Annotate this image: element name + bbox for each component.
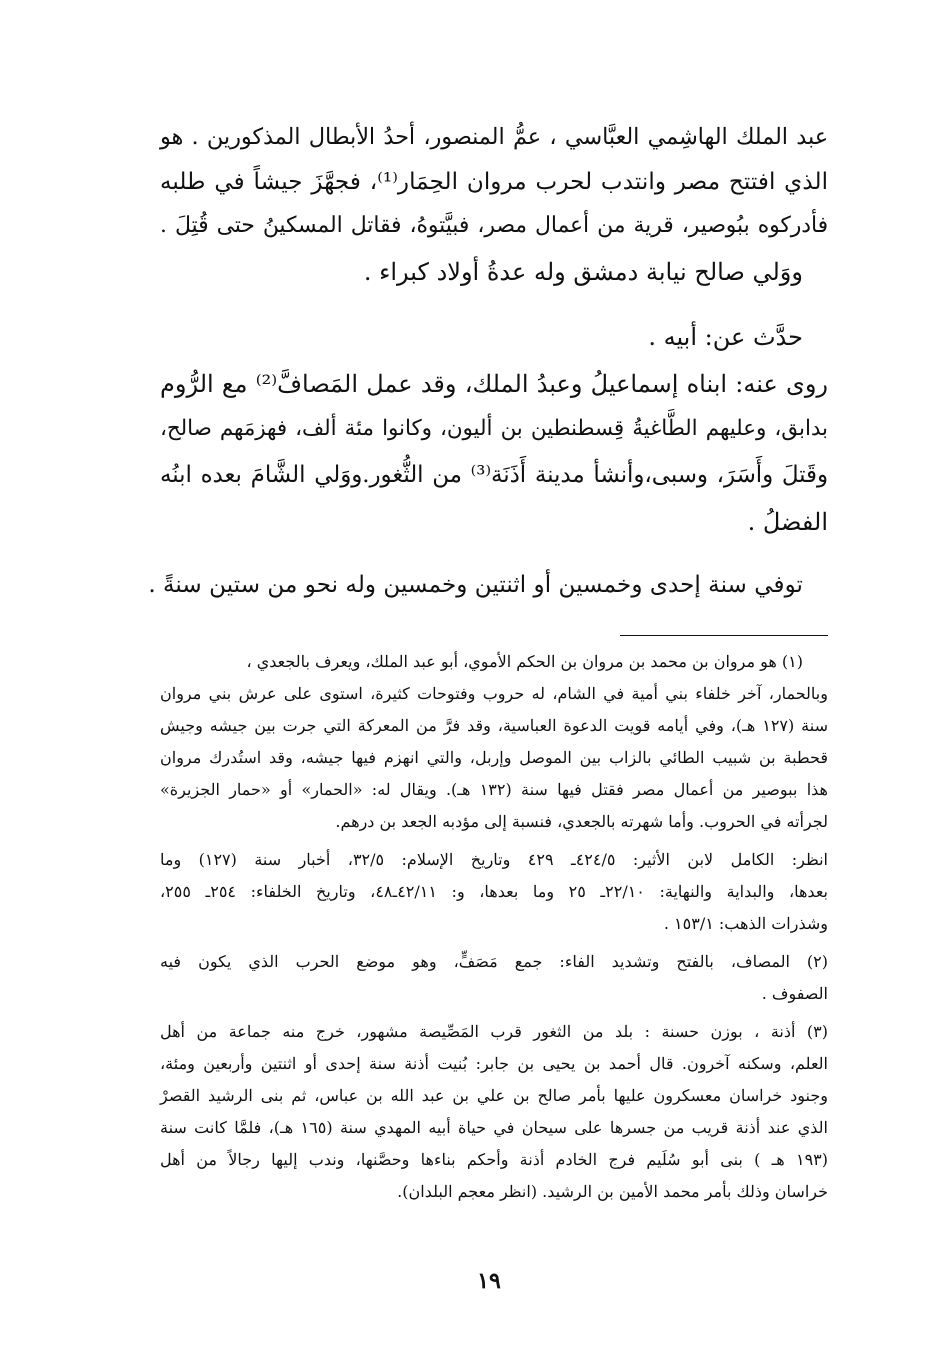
main-line: توفي سنة إحدى وخمسين أو اثنتين وخمسين وله نحو من ستين سنةً . [148, 572, 803, 598]
footnote-line: العلم، وسكنه آخرون. قال أحمد بن يحيى بن جابر: بُنيت أذنة سنة إحدى أو اثنتين وأربعين ومئة، [160, 1054, 828, 1073]
main-line: بدابق، وعليهم الطَّاغيةُ قِسطنطين بن أليون، وكانوا مئة ألف، فهزمَهم صالح، [160, 416, 828, 441]
footnote-line: بعدها، والبداية والنهاية: ٢٢/١٠ـ ٢٥ وما بعدها، و: ٤٢/١١ـ٤٨، وتاريخ الخلفاء: ٢٥٤ـ ٢٥٥، [160, 882, 828, 901]
footnote-separator [620, 635, 828, 636]
footnote-line: لجرأته في الحروب. وأما شهرته بالجعدي، فنسبة إلى مؤدبه الجعد بن درهم. [335, 812, 828, 831]
footnote-line: خراسان وذلك بأمر محمد الأمين بن الرشيد. (انظر معجم البلدان). [397, 1182, 828, 1201]
footnote-line: (١) هو مروان بن محمد بن مروان بن الحكم الأموي، أبو عبد الملك، ويعرف بالجعدي ، [246, 652, 803, 671]
footnote-line: (٢) المصاف، بالفتح وتشديد الفاء: جمع مَصَفٍّ، وهو موضع الحرب الذي يكون فيه [160, 952, 828, 971]
footnote-line: (١٩٣ هـ ) بنى أبو سُلَيم فرج الخادم أذنة وأحكم بناءها وحصَّنها، وندب إليها رجالاً من أهل [160, 1150, 828, 1169]
footnote-line: هذا ببوصير من أعمال مصر فقتل فيها سنة (١٣٢ هـ). ويقال له: «الحمار» أو «حمار الجزيرة» [160, 780, 828, 799]
main-line: روى عنه: ابناه إسماعيلُ وعبدُ الملك، وقد عمل المَصافَّ⁽²⁾ مع الرُّوم [160, 370, 829, 398]
footnote-line: انظر: الكامل لابن الأثير: ٤٢٤/٥ـ ٤٢٩ وتاريخ الإسلام: ٣٢/٥، أخبار سنة (١٢٧) وما [160, 850, 828, 869]
main-line: الذي افتتح مصر وانتدب لحرب مروان الحِمَار⁽¹⁾، فجهَّزَ جيشاً في طلبه [160, 168, 829, 195]
main-line: فأدركوه ببُوصير، قرية من أعمال مصر، فبيَّتوهُ، فقاتل المسكينُ حتى قُتِلَ . [160, 213, 828, 238]
main-line: وقَتلَ وأَسَرَ، وسبى،وأنشأ مدينة أَذَنَة⁽³⁾ من الثُّغور.ووَلي الشَّامَ بعده ابنُه [160, 462, 828, 488]
page-number: ١٩ [477, 1268, 501, 1294]
footnote-line: سنة (١٢٧ هـ)، وفي أيامه قويت الدعوة العباسية، وقد فرَّ من المعركة التي جرت بين جيشه وجيش [160, 716, 828, 735]
footnote-line: وشذرات الذهب: ١٥٣/١ . [663, 914, 828, 933]
footnote-line: الذي عند أذنة قريب من جسرها على سيحان في حياة أبيه المهدي سنة (١٦٥ هـ)، فلمَّا كانت سنة [160, 1118, 828, 1137]
main-line: عبد الملك الهاشِمي العبَّاسي ، عمُّ المنصور، أحدُ الأبطال المذكورين . هو [160, 124, 828, 150]
main-line: الفضلُ . [747, 508, 828, 536]
footnote-line: (٣) أذنة ، بوزن حسنة : بلد من الثغور قرب المَصِّيصة مشهور، خرج منه جماعة من أهل [160, 1022, 828, 1041]
footnote-line: قحطبة بن شبيب الطائي بالزاب بين الموصل وإربل، والتي انهزم فيها جيشه، وقد استُدرك مروان [160, 748, 828, 767]
footnote-line: وبالحمار، آخر خلفاء بني أمية في الشام، له حروب وفتوحات كثيرة، استوى على عرش بني مروان [160, 684, 828, 703]
main-line: ووَلي صالح نيابة دمشق وله عدةُ أولاد كبراء . [363, 258, 803, 286]
footnote-line: وجنود خراسان معسكرون عليها بأمر صالح بن علي بن عبد الله بن عباس، ثم بنى الرشيد القصرْ [160, 1086, 828, 1105]
footnote-line: الصفوف . [761, 984, 828, 1003]
main-line: حدَّث عن: أبيه . [648, 323, 803, 351]
